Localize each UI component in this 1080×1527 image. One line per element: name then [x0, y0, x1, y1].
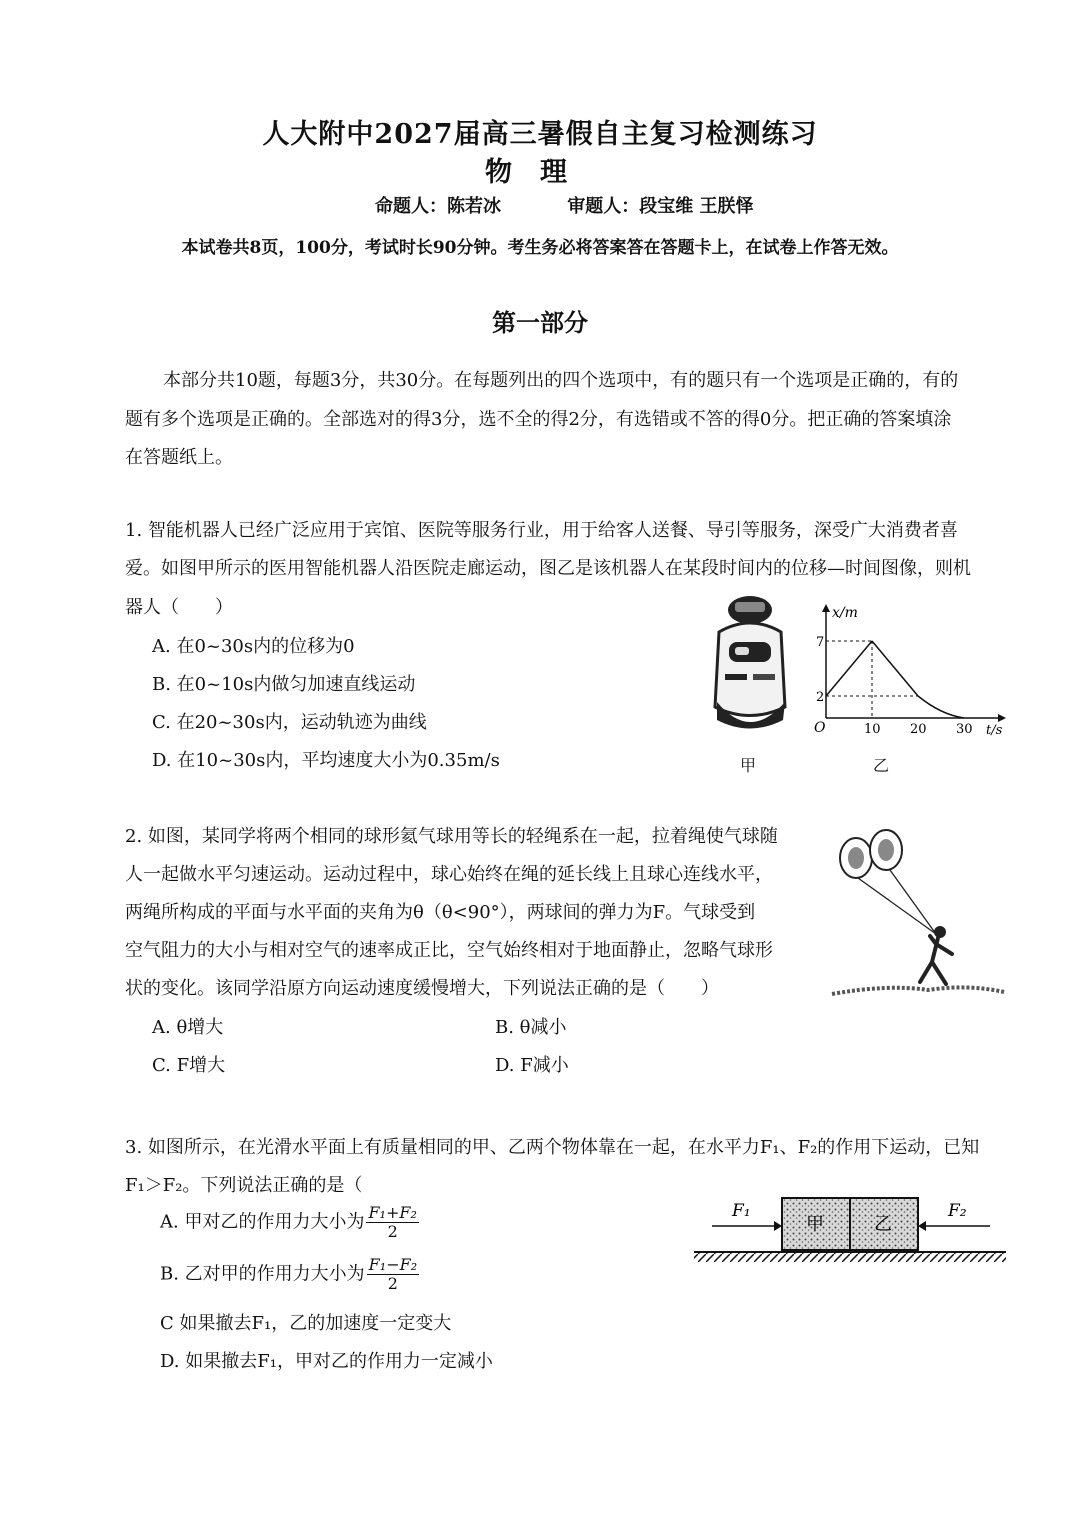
ground-icon: [832, 987, 1004, 994]
runner-icon: [920, 936, 952, 984]
xt-marks: [816, 635, 973, 737]
x-axis-label: t/s: [986, 723, 1003, 738]
fraction-denominator: 2: [387, 1222, 398, 1241]
series-curve: [918, 696, 964, 718]
q1-stem-line: 1. 智能机器人已经广泛应用于宾馆、医院等服务行业，用于给客人送餐、导引等服务，深受广大消费者喜: [125, 520, 958, 541]
rope-right: [890, 870, 936, 934]
blocks-figure: [690, 1190, 1010, 1272]
exam-notice: 本试卷共8页，100分，考试时长90分钟。考生务必将答案答在答题卡上，在试卷上作答无效。: [181, 238, 899, 258]
block-jia-label: 甲: [806, 1214, 824, 1235]
part-instructions: [125, 362, 1020, 478]
series-segment: [872, 641, 918, 696]
robot-figure: [705, 592, 795, 742]
force-f2-label: F₂: [948, 1201, 967, 1221]
graph-figure-label: 乙: [873, 756, 890, 775]
part-title: 第一部分: [492, 308, 588, 337]
q3-option-a-text: A. 甲对乙的作用力大小为: [160, 1211, 365, 1233]
runner-head-icon: [934, 926, 946, 938]
q2-stem-line: 状的变化。该同学沿原方向运动速度缓慢增大，下列说法正确的是（ ）: [125, 978, 719, 999]
q1-option-d[interactable]: D. 在10~30s内，平均速度大小为0.35m/s: [152, 750, 500, 771]
q3-option-d[interactable]: D. 如果撤去F₁，甲对乙的作用力一定减小: [160, 1351, 493, 1372]
q2-stem-line: 2. 如图，某同学将两个相同的球形氦气球用等长的轻绳系在一起，拉着绳使气球随: [125, 826, 778, 847]
reviewer: 审题人：段宝维 王朕怿: [567, 196, 754, 217]
q3-option-b-text: B. 乙对甲的作用力大小为: [160, 1263, 365, 1285]
fraction: [366, 1204, 418, 1241]
fraction-numerator: F₁+F₂: [368, 1203, 417, 1222]
q2-stem-line: 空气阻力的大小与相对空气的速率成正比，空气始终相对于地面静止，忽略气球形: [125, 940, 773, 961]
x-axis-arrow: [998, 714, 1006, 722]
x-tick-label: 30: [956, 722, 973, 737]
rope-left: [858, 878, 936, 934]
robot-figure-label: 甲: [740, 756, 757, 775]
q1-option-b[interactable]: B. 在0~10s内做匀加速直线运动: [152, 674, 416, 695]
q2-option-b[interactable]: B. θ减小: [495, 1017, 567, 1038]
q3-stem-line: F₁＞F₂。下列说法正确的是（: [125, 1175, 363, 1196]
origin-label: O: [814, 720, 826, 736]
q2-option-c[interactable]: C. F增大: [152, 1055, 226, 1076]
instructions-line: 在答题纸上。: [125, 447, 233, 468]
x-tick-label: 10: [864, 722, 881, 737]
q1-option-a[interactable]: A. 在0~30s内的位移为0: [152, 636, 355, 657]
ground-hatch: [694, 1253, 1006, 1262]
authors-line: [375, 192, 814, 218]
q3-option-c[interactable]: C 如果撤去F₁，乙的加速度一定变大: [160, 1313, 452, 1334]
q2-option-a[interactable]: A. θ增大: [152, 1017, 224, 1038]
fraction-numerator: F₁−F₂: [368, 1255, 418, 1274]
q1-option-c[interactable]: C. 在20~30s内，运动轨迹为曲线: [152, 712, 427, 733]
q1-stem-line: 器人（ ）: [125, 597, 233, 618]
y-tick-label: 7: [816, 635, 825, 650]
q1-stem-line: 爱。如图甲所示的医用智能机器人沿医院走廊运动，图乙是该机器人在某段时间内的位移—时间图像，则机: [125, 558, 971, 579]
author: 命题人：陈若冰: [375, 196, 501, 217]
q2-stem-line: 人一起做水平匀速运动。运动过程中，球心始终在绳的延长线上且球心连线水平，: [125, 864, 773, 885]
y-axis-arrow: [822, 604, 830, 612]
instructions-line: 本部分共10题，每题3分，共30分。在每题列出的四个选项中，有的题只有一个选项是正确的，有的: [163, 370, 959, 391]
q3-stem-line: 3. 如图所示，在光滑水平面上有质量相同的甲、乙两个物体靠在一起，在水平力F₁、F₂的作用下运动，已知: [125, 1137, 980, 1158]
y-axis-label: x/m: [832, 605, 858, 621]
x-tick-label: 20: [910, 722, 927, 737]
exam-title: 人大附中2027届高三暑假自主复习检测练习: [262, 119, 818, 150]
block-yi-label: 乙: [874, 1214, 892, 1235]
q2-option-d[interactable]: D. F减小: [495, 1055, 569, 1076]
force-f1-label: F₁: [732, 1201, 751, 1221]
y-tick-label: 2: [816, 690, 825, 705]
instructions-line: 题有多个选项是正确的。全部选对的得3分，选不全的得2分，有选错或不答的得0分。把正确的答案填涂: [125, 408, 952, 430]
xt-graph: [808, 600, 1008, 740]
series-segment: [826, 641, 872, 696]
q2-stem-line: 两绳所构成的平面与水平面的夹角为θ（θ<90°），两球间的弹力为F。气球受到: [125, 902, 756, 923]
balloon-figure: [828, 822, 1008, 1007]
subject-title: 物理: [485, 157, 595, 188]
q3-option-b[interactable]: [160, 1256, 419, 1293]
fraction-denominator: 2: [387, 1274, 398, 1293]
q3-option-a[interactable]: [160, 1204, 419, 1241]
fraction: [367, 1256, 419, 1293]
